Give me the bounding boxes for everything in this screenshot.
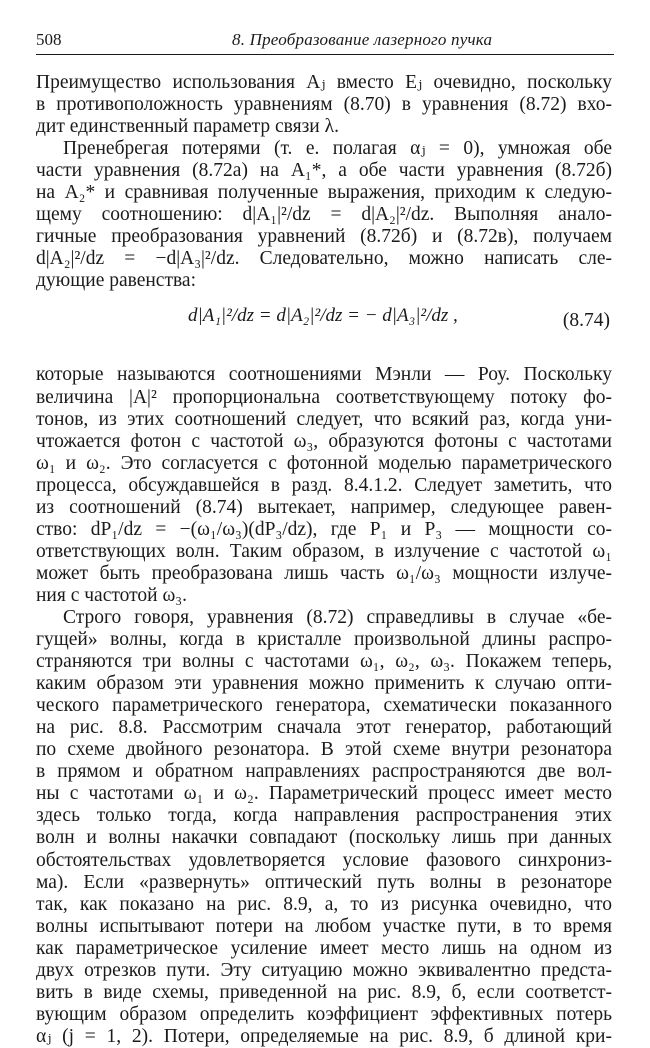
text-line: ческого параметрического генератора, схематически показанного <box>36 695 612 717</box>
equation-8-74 <box>36 295 612 359</box>
text-line: ны с частотами ω₁ и ω₂. Параметрический процесс имеет место <box>36 783 612 805</box>
text-line: Преимущество использования Aⱼ вместо Eⱼ очевидно, поскольку <box>36 72 612 93</box>
text-line: в противоположность уравнениям (8.70) в уравнения (8.72) вхо- <box>36 94 612 116</box>
text-line: гичные преобразования уравнений (8.72б) и (8.72в), получаем <box>36 226 612 248</box>
paragraph-4 <box>36 607 612 1048</box>
text-line: волны испытывают потери на любом участке пути, в то время <box>36 915 612 937</box>
text-line: гущей» волны, когда в кристалле произвольной длины распро- <box>36 629 612 651</box>
text-line: ответствующих волн. Таким образом, в излучение с частотой ω₁ <box>36 540 612 562</box>
text-line: каким образом эти уравнения можно применить к случаю опти- <box>36 673 612 695</box>
page-header <box>36 28 614 55</box>
paragraph-2 <box>36 138 612 292</box>
text-line: ма). Если «развернуть» оптический путь волны в резонаторе <box>36 871 612 893</box>
text-line: волн и волны накачки совпадают (поскольку лишь при данных <box>36 827 612 849</box>
text-line: из соотношений (8.74) вытекает, например, следующее равен- <box>36 496 612 518</box>
text-line: ω₁ и ω₂. Это согласуется с фотонной моделью параметрического <box>36 452 612 474</box>
text-line: на A₂* и сравнивая полученные выражения, приходим к следую- <box>36 182 612 204</box>
text-line: по схеме двойного резонатора. В этой схеме внутри резонатора <box>36 739 612 761</box>
paragraph-3 <box>36 364 612 607</box>
text-line: Строго говоря, уравнения (8.72) справедливы в случае «бе- <box>63 606 612 628</box>
text-line: процесса, обсуждавшейся в разд. 8.4.1.2. Следует заметить, что <box>36 474 612 496</box>
text-line: щему соотношению: d|A₁|²/dz = d|A₂|²/dz. Выполняя анало- <box>36 204 612 226</box>
text-line: чтожается фотон с частотой ω₃, образуются фотоны с частотами <box>36 430 612 452</box>
text-line: как параметрическое усиление имеет место лишь на одном из <box>36 937 612 959</box>
text-line: двух отрезков пути. Эту ситуацию можно эквивалентно предста- <box>36 959 612 981</box>
text-line: тонов, из этих соотношений следует, что всякий раз, когда уни- <box>36 408 612 430</box>
equation-body: d|A₁|²/dz = d|A₂|²/dz = − d|A₃|²/dz , <box>188 305 458 327</box>
text-line: Пренебрегая потерями (т. е. полагая αⱼ = 0), умножая обе <box>63 138 612 160</box>
text-line: в прямом и обратном направлениях распространяются две вол- <box>36 761 612 783</box>
text-line: дующие равенства: <box>36 270 197 292</box>
text-line: которые называются соотношениями Мэнли — Роу. Поскольку <box>36 364 612 386</box>
text-line: дит единственный параметр связи λ. <box>36 116 339 138</box>
text-line: страняются три волны с частотами ω₁, ω₂, ω₃. Покажем теперь, <box>36 651 612 673</box>
paragraph-1 <box>36 72 612 138</box>
text-line: может быть преобразована лишь часть ω₁/ω₃ мощности излуче- <box>36 562 612 584</box>
text-line: вующим образом определить коэффициент эффективных потерь <box>36 1003 612 1025</box>
running-title: 8. Преобразование лазерного пучка <box>232 30 493 49</box>
text-line: так, как показано на рис. 8.9, а, то из рисунка очевидно, что <box>36 893 612 915</box>
text-line: ство: dP₁/dz = −(ω₁/ω₃)(dP₃/dz), где P₁ и P₃ — мощности со- <box>36 518 612 540</box>
text-line: вить в виде схемы, приведенной на рис. 8.9, б, если соответст- <box>36 981 612 1003</box>
text-line: части уравнения (8.72а) на A₁*, а обе части уравнения (8.72б) <box>36 160 612 182</box>
text-line: на рис. 8.8. Рассмотрим сначала этот генератор, работающий <box>36 717 612 739</box>
body-text <box>36 72 612 1048</box>
page-number: 508 <box>36 30 62 49</box>
equation-number: (8.74) <box>562 310 610 332</box>
text-line: обстоятельствах удовлетворяется условие фазового синхрониз- <box>36 849 612 871</box>
text-line: d|A₂|²/dz = −d|A₃|²/dz. Следовательно, можно написать сле- <box>36 248 612 270</box>
text-line: величина |A|² пропорциональна соответствующему потоку фо- <box>36 386 612 408</box>
text-line: ния с частотой ω₃. <box>36 584 187 606</box>
text-line: αⱼ (j = 1, 2). Потери, определяемые на рис. 8.9, б длиной кри- <box>36 1025 612 1047</box>
text-line: здесь только тогда, когда направления распространения этих <box>36 805 612 827</box>
